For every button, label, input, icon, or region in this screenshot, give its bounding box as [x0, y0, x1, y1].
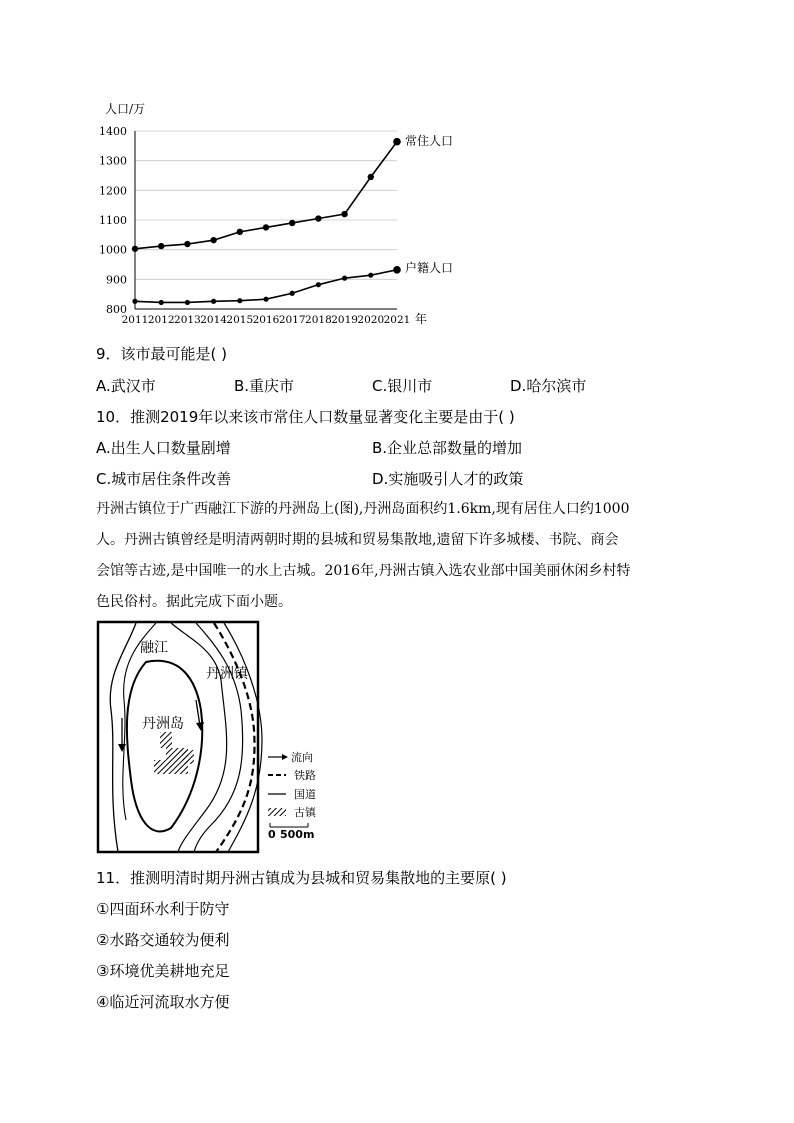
data-point	[237, 298, 242, 303]
arrow-icon	[282, 754, 288, 760]
passage-line-2: 人。丹洲古镇曾经是明清两朝时期的县城和贸易集散地,遗留下许多城楼、书院、商会	[96, 532, 619, 548]
series-label-resident: 常住人口	[405, 134, 454, 148]
series-layer	[132, 138, 401, 305]
data-point	[342, 276, 347, 281]
data-point	[210, 237, 216, 243]
ancient-town	[154, 732, 194, 774]
data-point	[263, 297, 268, 302]
data-point	[263, 224, 269, 230]
y-tick-label: 800	[106, 303, 127, 316]
data-point	[315, 215, 321, 221]
data-point	[132, 299, 137, 304]
q10-option-a: A.出生人口数量剧增	[96, 439, 231, 457]
data-point	[341, 211, 347, 217]
q11-item-4: ④临近河流取水方便	[96, 993, 230, 1011]
passage-line-4: 色民俗村。据此完成下面小题。	[96, 594, 292, 610]
x-tick-label: 2014	[200, 314, 227, 326]
x-tick-label: 2016	[252, 314, 280, 326]
series-label-registered: 户籍人口	[405, 261, 454, 275]
y-tick-labels	[99, 125, 127, 316]
q9-option-d: D.哈尔滨市	[510, 377, 587, 395]
data-point	[237, 229, 243, 235]
passage-line-1: 丹洲古镇位于广西融江下游的丹洲岛上(图),丹洲岛面积约1.6km,现有居住人口约1000	[96, 501, 630, 517]
series-line-0	[135, 142, 397, 249]
data-point	[393, 266, 401, 274]
data-point	[393, 138, 401, 146]
scale-zero: 0	[268, 828, 276, 841]
data-point	[132, 246, 138, 252]
y-axis-title: 人口/万	[105, 102, 146, 116]
y-tick-label: 1000	[99, 243, 127, 257]
town-label: 丹洲镇	[206, 666, 248, 682]
q10-option-d: D.实施吸引人才的政策	[372, 470, 524, 488]
legend-flow: 流向	[291, 751, 313, 764]
q9-option-b: B.重庆市	[234, 377, 295, 395]
data-point	[185, 300, 190, 305]
danzhou-map	[96, 620, 346, 856]
railway	[214, 623, 254, 852]
y-tick-label: 900	[106, 273, 127, 287]
y-tick-label: 1400	[99, 125, 127, 138]
q11-item-3: ③环境优美耕地充足	[96, 962, 230, 980]
q10-option-b: B.企业总部数量的增加	[372, 439, 523, 457]
map-legend	[268, 750, 317, 841]
x-tick-label: 2012	[147, 314, 175, 326]
legend-road: 国道	[294, 788, 316, 801]
river-west-bank	[110, 623, 136, 852]
x-tick-label: 2020	[357, 314, 385, 326]
island-label: 丹洲岛	[142, 716, 184, 732]
y-tick-label: 1100	[99, 214, 127, 227]
q11-item-2: ②水路交通较为便利	[96, 931, 230, 949]
q9-option-c: C.银川市	[372, 377, 433, 395]
data-point	[368, 273, 373, 278]
x-axis-title: 年	[415, 312, 428, 326]
x-tick-label: 2013	[174, 314, 201, 326]
scale-value: 500m	[280, 828, 315, 841]
data-point	[184, 241, 190, 247]
data-point	[158, 243, 164, 249]
data-point	[316, 282, 321, 287]
x-tick-label: 2021	[383, 314, 411, 326]
x-tick-label: 2019	[331, 314, 358, 326]
x-tick-labels	[122, 314, 411, 326]
passage-paragraph	[96, 494, 702, 618]
data-point	[211, 299, 216, 304]
x-tick-label: 2018	[305, 314, 332, 326]
river-label: 融江	[140, 640, 168, 656]
data-point	[368, 174, 374, 180]
passage-line-3: 会馆等古迹,是中国唯一的水上古城。2016年,丹洲古镇入选农业部中国美丽休闲乡村特	[96, 563, 631, 579]
data-point	[289, 220, 295, 226]
legend-town: 古镇	[294, 806, 316, 819]
x-tick-label: 2017	[278, 314, 306, 326]
question-10-stem: 10．推测2019年以来该市常住人口数量显著变化主要是由于( )	[96, 408, 515, 426]
legend-railway: 铁路	[294, 769, 316, 782]
y-gridlines	[135, 131, 397, 279]
data-point	[290, 291, 295, 296]
q9-option-a: A.武汉市	[96, 377, 156, 395]
question-11-stem: 11．推测明清时期丹洲古镇成为县城和贸易集散地的主要原( )	[96, 869, 507, 887]
q11-item-1: ①四面环水利于防守	[96, 900, 230, 918]
y-tick-label: 1300	[99, 154, 127, 168]
x-tick-label: 2011	[121, 314, 149, 326]
x-tick-label: 2015	[226, 314, 254, 326]
population-line-chart	[95, 95, 475, 330]
data-point	[159, 300, 164, 305]
y-tick-label: 1200	[99, 184, 127, 198]
q10-option-c: C.城市居住条件改善	[96, 470, 232, 488]
question-9-stem: 9．该市最可能是( )	[96, 345, 228, 363]
